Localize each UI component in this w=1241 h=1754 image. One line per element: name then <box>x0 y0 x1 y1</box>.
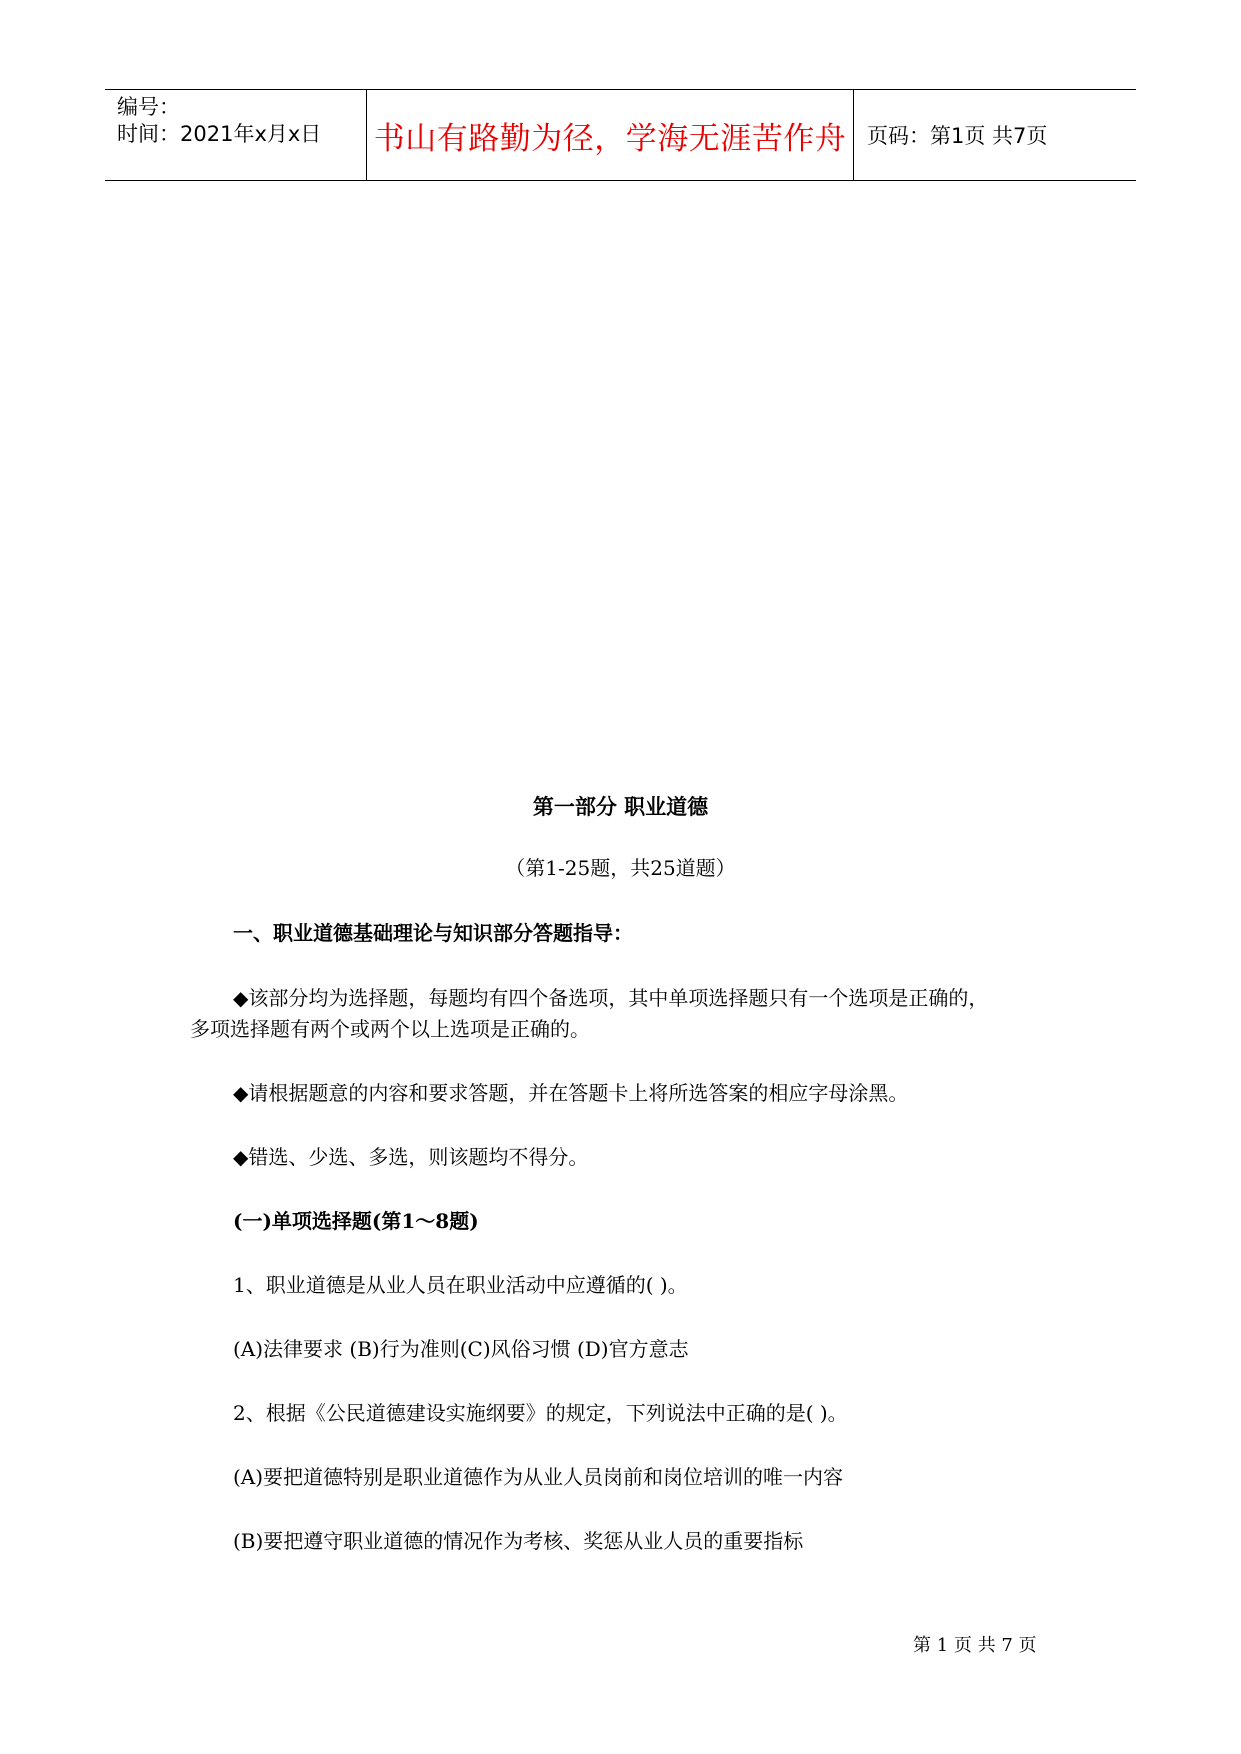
question-1-options: (A)法律要求 (B)行为准则(C)风俗习惯 (D)官方意志 <box>233 1337 689 1361</box>
bullet2: ◆请根据题意的内容和要求答题，并在答题卡上将所选答案的相应字母涂黑。 <box>233 1081 909 1105</box>
question-2-option-a: (A)要把道德特别是职业道德作为从业人员岗前和岗位培训的唯一内容 <box>233 1465 844 1489</box>
bullet1-line2: 多项选择题有两个或两个以上选项是正确的。 <box>190 1017 590 1041</box>
question-2-option-b: (B)要把遵守职业道德的情况作为考核、奖惩从业人员的重要指标 <box>233 1529 804 1553</box>
page-footer: 第 1 页 共 7 页 <box>913 1635 1037 1656</box>
part-title: 第一部分 职业道德 <box>532 794 709 819</box>
page-header <box>105 89 1136 181</box>
number-label: 编号： <box>117 95 180 119</box>
subsection-heading: (一)单项选择题(第1～8题) <box>233 1209 479 1233</box>
bullet3: ◆错选、少选、多选，则该题均不得分。 <box>233 1145 589 1169</box>
header-page-info: 页码：第1页 共7页 <box>867 124 1048 148</box>
header-motto: 书山有路勤为径，学海无涯苦作舟 <box>367 90 854 180</box>
time-label: 时间：2021年x月x日 <box>117 122 322 146</box>
question-2: 2、根据《公民道德建设实施纲要》的规定，下列说法中正确的是( )。 <box>233 1401 848 1425</box>
header-left-cell <box>105 90 367 180</box>
section-heading: 一、职业道德基础理论与知识部分答题指导： <box>233 921 633 945</box>
bullet1-line1: ◆该部分均为选择题，每题均有四个备选项，其中单项选择题只有一个选项是正确的， <box>233 986 989 1010</box>
question-1: 1、职业道德是从业人员在职业活动中应遵循的( )。 <box>233 1273 688 1297</box>
part-subtitle: （第1-25题，共25道题） <box>505 856 736 880</box>
